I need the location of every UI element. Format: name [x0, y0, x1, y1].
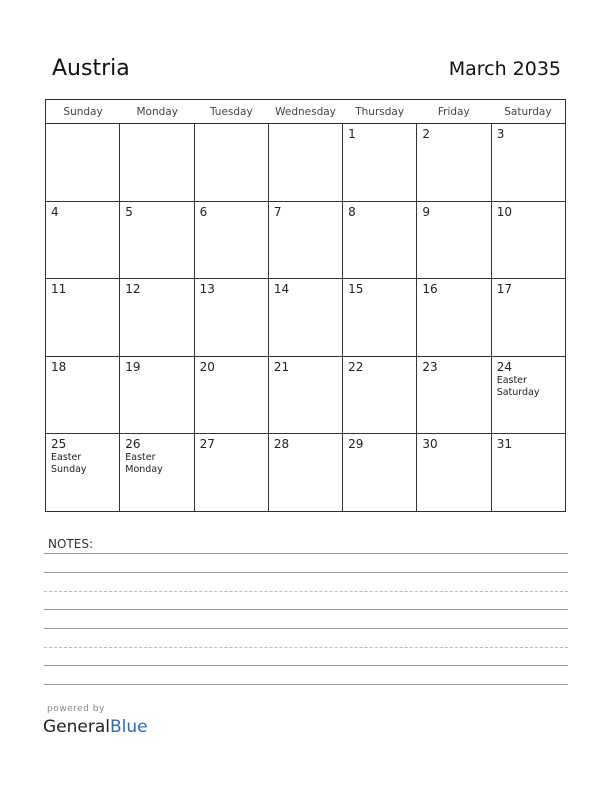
- day-cell: [46, 124, 120, 201]
- day-number: 12: [125, 282, 141, 297]
- day-number: 22: [348, 359, 364, 374]
- weekday-monday: Monday: [136, 106, 178, 118]
- country-title: Austria: [52, 56, 130, 81]
- week-row: [46, 124, 565, 202]
- notes-line: [44, 609, 568, 610]
- day-cell: [417, 124, 491, 201]
- day-number: 27: [199, 437, 215, 452]
- day-cell: [417, 357, 491, 434]
- day-number: 4: [51, 204, 59, 219]
- day-cell: [120, 124, 194, 201]
- day-cell: [492, 202, 565, 279]
- day-number: 13: [199, 282, 215, 297]
- day-cell: [269, 279, 343, 356]
- day-number: 14: [273, 282, 290, 297]
- month-title: March 2035: [448, 58, 561, 80]
- day-cell: [343, 124, 417, 201]
- day-cell: [120, 357, 194, 434]
- day-cell: [46, 357, 120, 434]
- day-cell: [269, 434, 343, 512]
- day-number: 19: [125, 359, 141, 374]
- brand-blue: Blue: [110, 717, 148, 737]
- weekday-friday: Friday: [437, 106, 470, 118]
- week-row: [46, 357, 565, 435]
- weekday-thursday: Thursday: [355, 106, 405, 118]
- day-cell: [195, 357, 269, 434]
- day-cell: [417, 279, 491, 356]
- day-number: 10: [496, 204, 512, 219]
- day-cell: [195, 434, 269, 512]
- day-cell: [269, 357, 343, 434]
- day-cell: [195, 202, 269, 279]
- week-row: [46, 202, 565, 280]
- day-number: 1: [348, 127, 356, 141]
- notes-line: [44, 628, 568, 629]
- day-number: 2: [422, 127, 431, 141]
- week-row: [46, 279, 565, 357]
- day-cell: [492, 357, 565, 434]
- weekday-tuesday: Tuesday: [209, 106, 253, 118]
- day-number: 8: [348, 204, 356, 219]
- day-number: 16: [422, 282, 438, 297]
- day-cell: [46, 434, 120, 512]
- weekday-saturday: Saturday: [504, 106, 552, 118]
- day-cell: [120, 202, 194, 279]
- holiday-label: Easter Monday: [125, 452, 163, 476]
- notes-line: [44, 665, 568, 666]
- day-number: 20: [199, 359, 215, 374]
- weekday-wednesday: Wednesday: [275, 106, 336, 118]
- day-number: 28: [273, 437, 290, 452]
- notes-line: [44, 572, 568, 573]
- day-number: 7: [273, 204, 282, 219]
- day-cell: [343, 434, 417, 512]
- notes-line: [44, 591, 568, 592]
- day-cell: [343, 357, 417, 434]
- day-cell: [195, 279, 269, 356]
- notes-label: NOTES:: [48, 537, 93, 551]
- brand-logo: [43, 717, 148, 737]
- day-cell: [120, 279, 194, 356]
- day-cell: [343, 279, 417, 356]
- day-cell: [269, 202, 343, 279]
- holiday-label: Easter Sunday: [51, 452, 87, 476]
- week-row: [46, 434, 565, 512]
- day-cell: [46, 279, 120, 356]
- weekday-sunday: Sunday: [63, 106, 103, 118]
- brand-general: General: [43, 717, 110, 737]
- day-number: 29: [348, 437, 364, 452]
- holiday-label: Easter Saturday: [496, 374, 540, 398]
- day-cell: [492, 434, 565, 512]
- powered-by-text: powered by: [47, 704, 105, 714]
- notes-line: [44, 553, 568, 554]
- day-cell: [492, 124, 565, 201]
- day-number: 6: [199, 204, 208, 219]
- day-cell: [417, 434, 491, 512]
- day-cell: [195, 124, 269, 201]
- day-number: 26: [125, 437, 141, 452]
- day-cell: [46, 202, 120, 279]
- calendar-grid: [45, 99, 566, 512]
- day-number: 15: [348, 282, 364, 297]
- day-number: 9: [422, 204, 431, 219]
- weekday-header: [46, 100, 565, 124]
- day-cell: [269, 124, 343, 201]
- day-number: 23: [422, 359, 438, 374]
- day-cell: [492, 279, 565, 356]
- notes-line: [44, 684, 568, 685]
- day-number: 24: [496, 359, 512, 374]
- day-number: 18: [51, 359, 67, 374]
- day-cell: [343, 202, 417, 279]
- day-number: 21: [273, 359, 290, 374]
- day-number: 30: [422, 437, 438, 452]
- day-number: 11: [51, 282, 67, 297]
- day-number: 25: [51, 437, 67, 452]
- day-cell: [120, 434, 194, 512]
- notes-line: [44, 647, 568, 648]
- day-number: 17: [496, 282, 512, 297]
- day-cell: [417, 202, 491, 279]
- day-number: 3: [496, 127, 505, 141]
- day-number: 31: [496, 437, 512, 452]
- day-number: 5: [125, 204, 133, 219]
